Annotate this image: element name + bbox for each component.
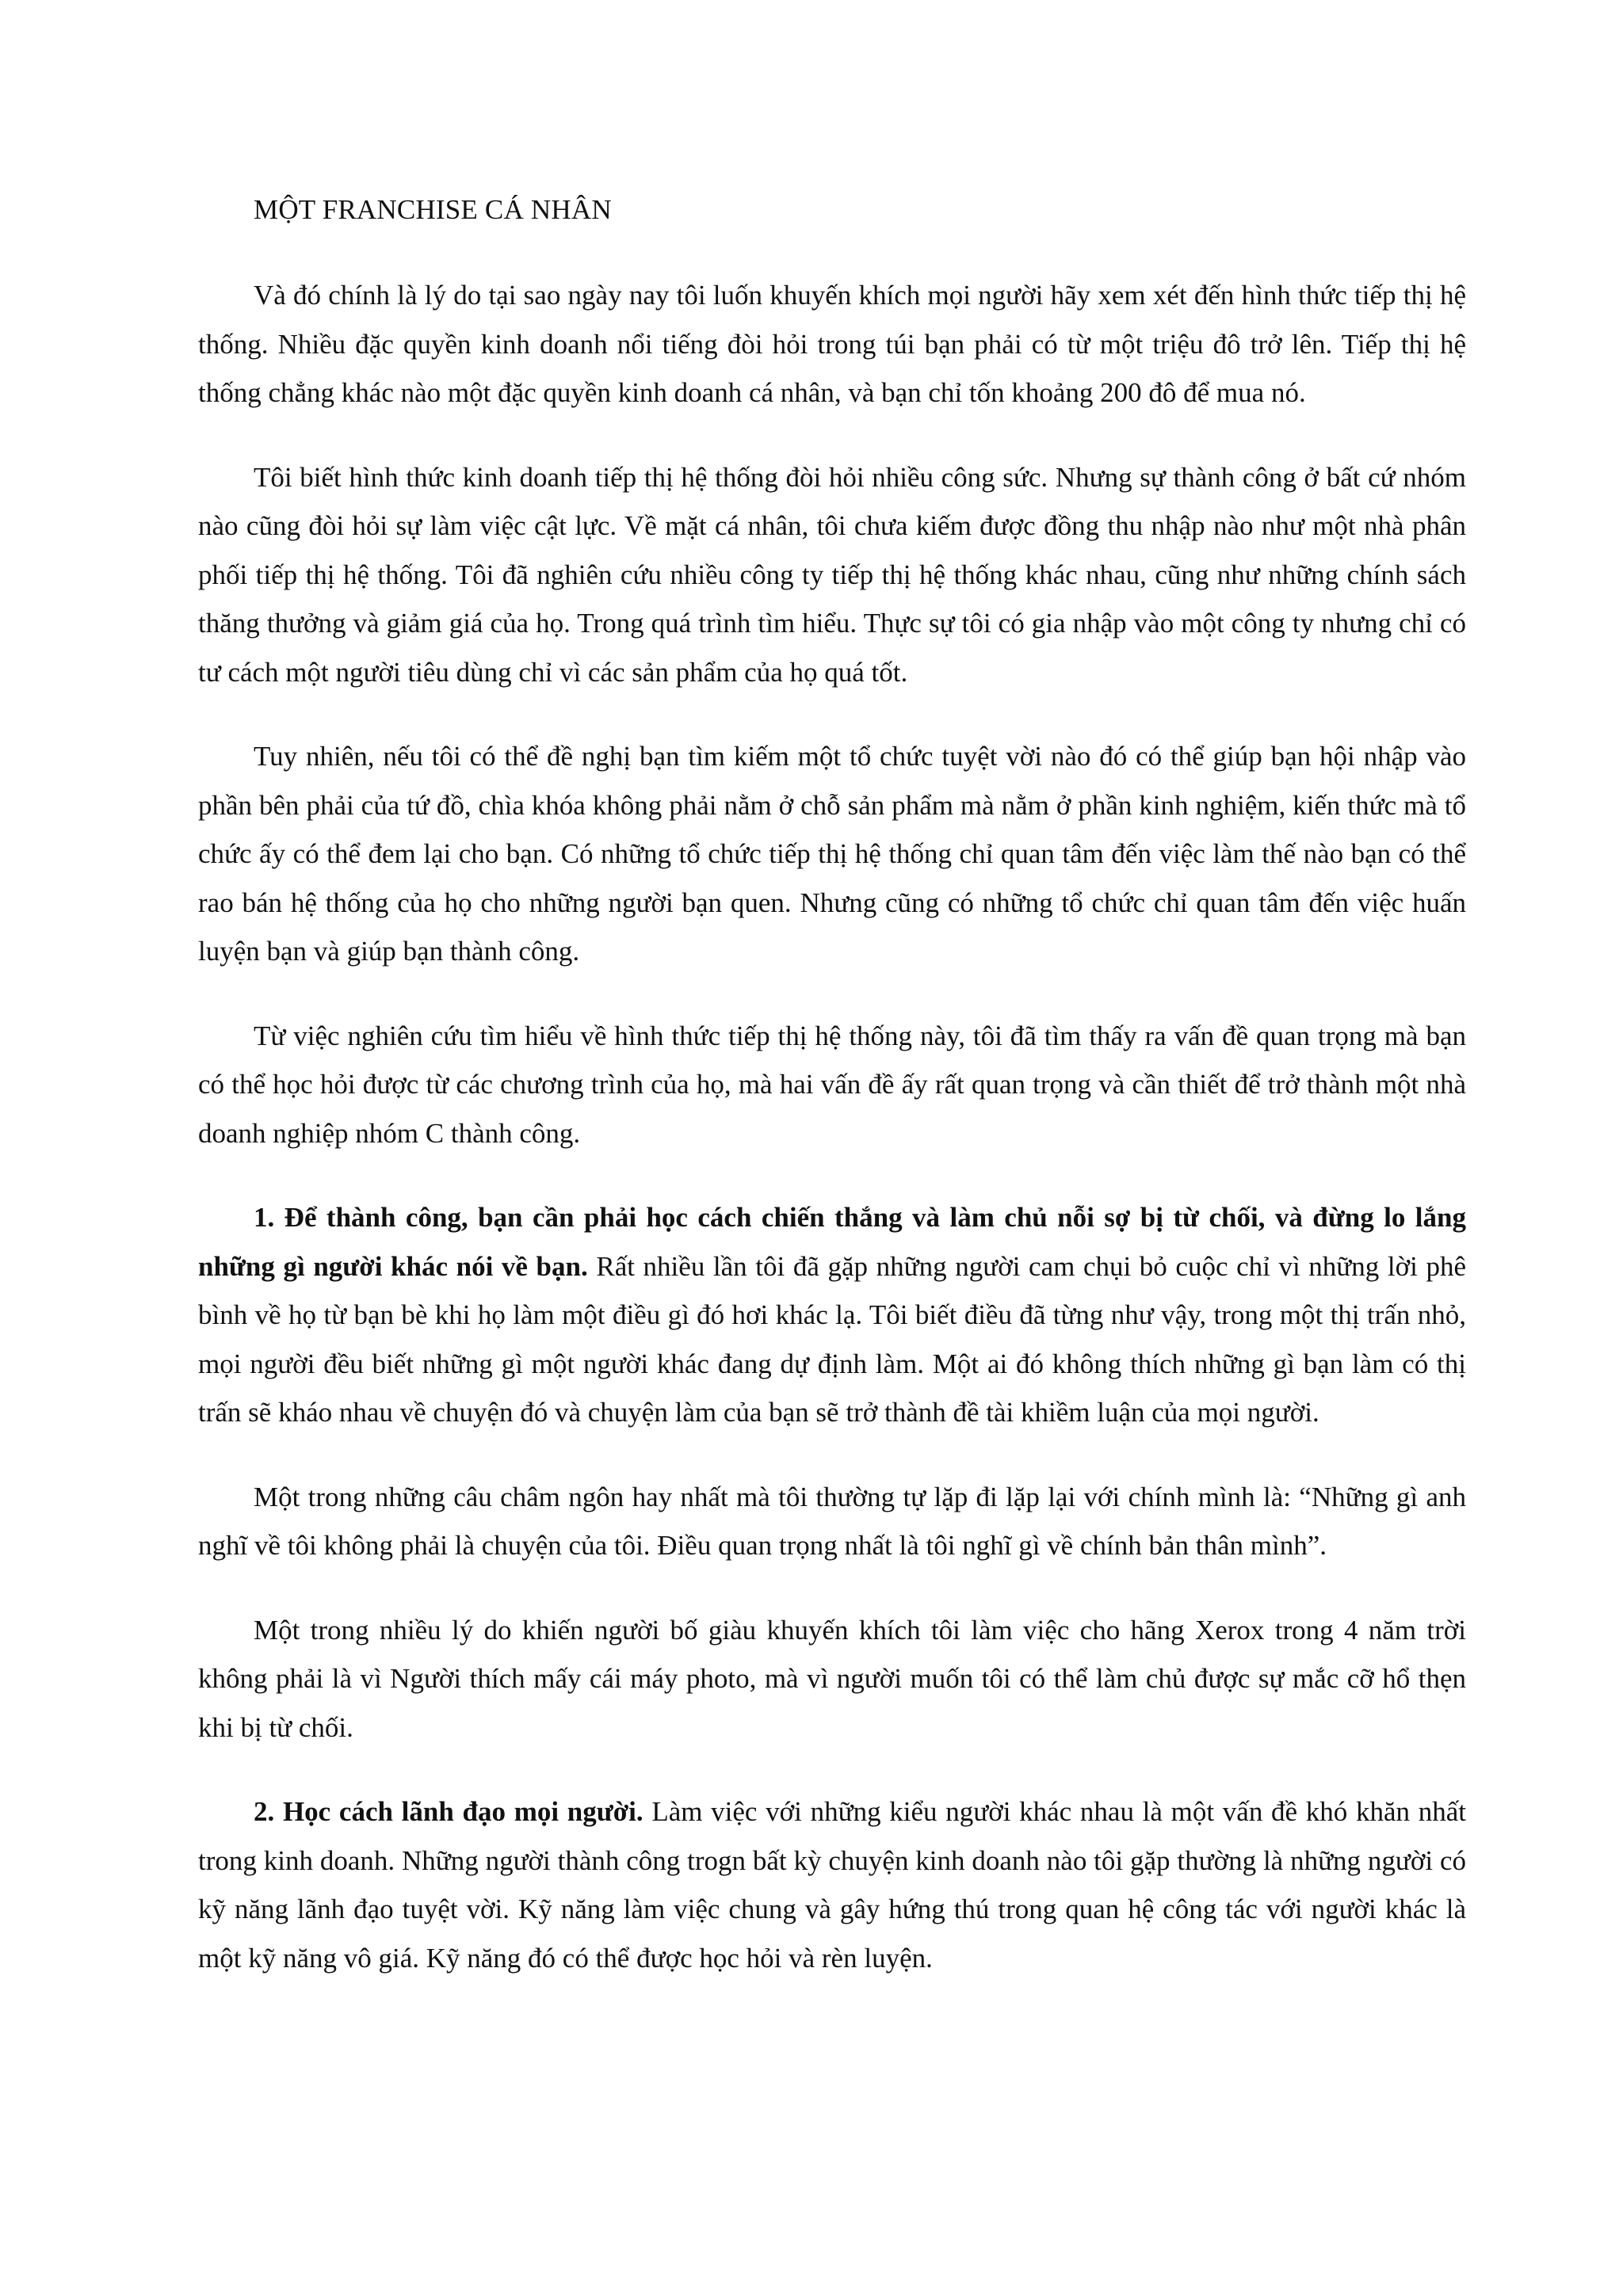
- paragraph-5: [198, 1193, 1466, 1437]
- paragraph-8: [198, 1787, 1466, 1982]
- point-1-heading: 1. Để thành công, bạn cần phải học cách chiến thắng và làm chủ nỗi sợ bị từ chối, và đừng lo lắng những gì người khác nói về bạn.: [198, 1202, 1466, 1282]
- paragraph-6: Một trong những câu châm ngôn hay nhất mà tôi thường tự lặp đi lặp lại với chính mình là: “Những gì anh nghĩ về tôi không phải là chuyện của tôi. Điều quan trọng nhất là tôi nghĩ gì về chính bản thân mình”.: [198, 1481, 1466, 1561]
- paragraph-1: Và đó chính là lý do tại sao ngày nay tôi luốn khuyến khích mọi người hãy xem xét đến hình thức tiếp thị hệ thống. Nhiều đặc quyền kinh doanh nổi tiếng đòi hỏi trong túi bạn phải có từ một triệu đô trở lên. Tiếp thị hệ thống chẳng khác nào một đặc quyền kinh doanh cá nhân, và bạn chỉ tốn khoảng 200 đô để mua nó.: [198, 280, 1466, 408]
- paragraph-7: Một trong nhiều lý do khiến người bố giàu khuyến khích tôi làm việc cho hãng Xerox trong 4 năm trời không phải là vì Người thích mấy cái máy photo, mà vì người muốn tôi có thể làm chủ được sự mắc cỡ hổ thẹn khi bị từ chối.: [198, 1614, 1466, 1743]
- paragraph-3: Tuy nhiên, nếu tôi có thể đề nghị bạn tìm kiếm một tổ chức tuyệt vời nào đó có thể giúp bạn hội nhập vào phần bên phải của tứ đồ, chìa khóa không phải nằm ở chỗ sản phẩm mà nằm ở phần kinh nghiệm, kiến thức mà tổ chức ấy có thể đem lại cho bạn. Có những tổ chức tiếp thị hệ thống chỉ quan tâm đến việc làm thế nào bạn có thể rao bán hệ thống của họ cho những người bạn quen. Nhưng cũng có những tổ chức chỉ quan tâm đến việc huấn luyện bạn và giúp bạn thành công.: [198, 741, 1466, 967]
- point-1-text: Rất nhiều lần tôi đã gặp những người cam chụi bỏ cuộc chỉ vì những lời phê bình về họ từ bạn bè khi họ làm một điều gì đó hơi khác lạ. Tôi biết điều đã từng như vậy, trong một thị trấn nhỏ, mọi người đều biết những gì một người khác đang dự định làm. Một ai đó không thích những gì bạn làm có thị trấn sẽ kháo nhau về chuyện đó và chuyện làm của bạn sẽ trở thành đề tài khiềm luận của mọi người.: [198, 1250, 1466, 1428]
- section-heading: MỘT FRANCHISE CÁ NHÂN: [254, 194, 612, 225]
- paragraph-4: Từ việc nghiên cứu tìm hiểu về hình thức tiếp thị hệ thống này, tôi đã tìm thấy ra vấn đề quan trọng mà bạn có thể học hỏi được từ các chương trình của họ, mà hai vấn đề ấy rất quan trọng và cần thiết để trở thành một nhà doanh nghiệp nhóm C thành công.: [198, 1020, 1466, 1149]
- paragraph-2: Tôi biết hình thức kinh doanh tiếp thị hệ thống đòi hỏi nhiều công sức. Nhưng sự thành công ở bất cứ nhóm nào cũng đòi hỏi sự làm việc cật lực. Về mặt cá nhân, tôi chưa kiếm được đồng thu nhập nào như một nhà phân phối tiếp thị hệ thống. Tôi đã nghiên cứu nhiều công ty tiếp thị hệ thống khác nhau, cũng như những chính sách thăng thưởng và giảm giá của họ. Trong quá trình tìm hiểu. Thực sự tôi có gia nhập vào một công ty nhưng chỉ có tư cách một người tiêu dùng chỉ vì các sản phẩm của họ quá tốt.: [198, 461, 1466, 688]
- point-2-heading: 2. Học cách lãnh đạo mọi người.: [254, 1796, 643, 1827]
- document-body: [198, 189, 1466, 2018]
- point-2-text: Làm việc với những kiểu người khác nhau là một vấn đề khó khăn nhất trong kinh doanh. Những người thành công trogn bất kỳ chuyện kinh doanh nào tôi gặp thường là những người có kỹ năng lãnh đạo tuyệt vời. Kỹ năng làm việc chung và gây hứng thú trong quan hệ công tác với người khác là một kỹ năng vô giá. Kỹ năng đó có thể được học hỏi và rèn luyện.: [198, 1796, 1466, 1974]
